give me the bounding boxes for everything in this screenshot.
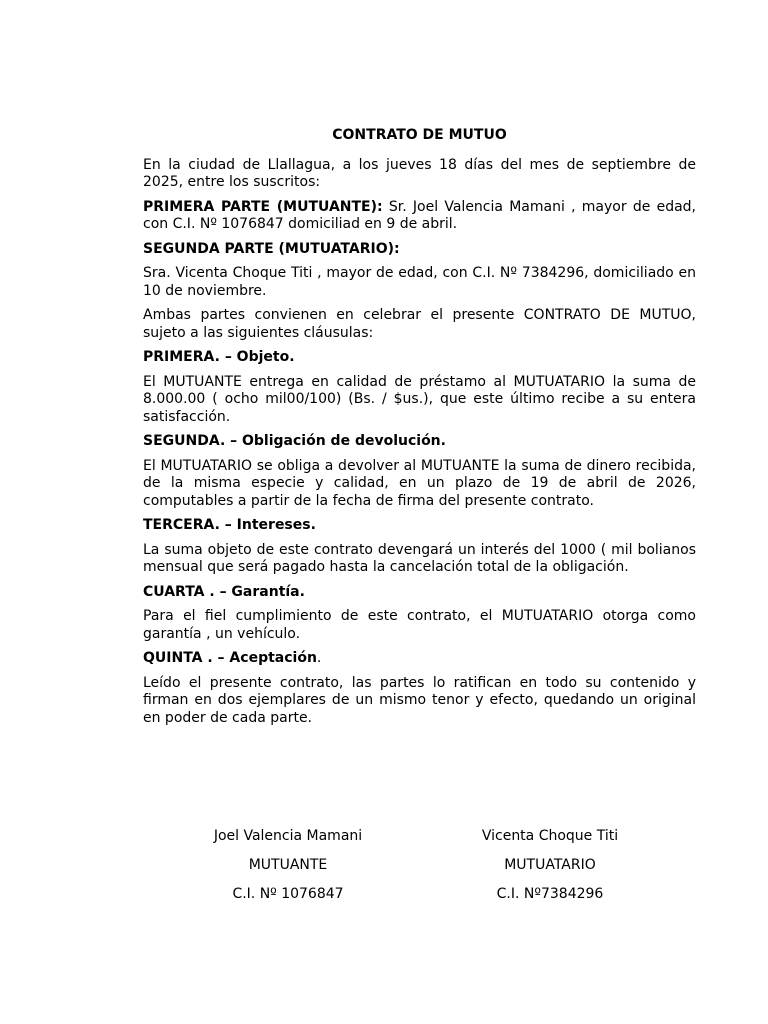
document-title: CONTRATO DE MUTUO (332, 127, 507, 143)
signature-role: MUTUANTE (248, 857, 328, 873)
clause-heading: CUARTA . – Garantía. (143, 583, 305, 600)
clause-heading-row (143, 650, 696, 668)
clause-text: La suma objeto de este contrato devengará un interés del 1000 ( mil bolianos mensual que será pagado hasta la cancelación total de la obligación. (143, 541, 696, 575)
first-party-text: Sr. Joel Valencia Mamani , mayor de edad, con C.I. Nº 1076847 domiciliad en 9 de abril. (143, 198, 697, 232)
clause-heading-suffix: . (316, 650, 322, 666)
clause-text: Leído el presente contrato, las partes lo ratifican en todo su contenido y firman en dos ejemplares de un mismo tenor y efecto, quedando un original en poder de cada parte. (143, 674, 696, 726)
signature-mutuante (158, 826, 418, 913)
clause-text: El MUTUATARIO se obliga a devolver al MUTUANTE la suma de dinero recibida, de la misma especie y calidad, en un plazo de 19 de abril de 2026, computables a partir de la fecha de firma del presente contrato. (143, 457, 696, 509)
signature-mutuatario (420, 826, 680, 913)
signature-ci: C.I. Nº 1076847 (232, 886, 344, 902)
signature-role: MUTUATARIO (504, 857, 596, 873)
clause-text: El MUTUANTE entrega en calidad de préstamo al MUTUATARIO la suma de 8.000.00 ( ocho mil00/100) (Bs. / $us.), que este último recibe a su entera satisfacción. (143, 373, 696, 425)
contract-document (143, 127, 696, 734)
first-party-label: PRIMERA PARTE (MUTUANTE): (143, 198, 383, 215)
signature-name: Joel Valencia Mamani (213, 828, 363, 844)
clause-heading: TERCERA. – Intereses. (143, 517, 316, 533)
second-party-label: SEGUNDA PARTE (MUTUATARIO): (143, 240, 400, 257)
agreement-paragraph: Ambas partes convienen en celebrar el presente CONTRATO DE MUTUO, sujeto a las siguientes cláusulas: (143, 307, 696, 341)
signature-name: Vicenta Choque Titi (481, 828, 619, 844)
signature-ci: C.I. Nº7384296 (496, 886, 604, 902)
clause-heading: QUINTA . – Aceptación (143, 650, 317, 666)
clause-heading: PRIMERA. – Objeto. (143, 349, 295, 365)
first-party-paragraph (143, 199, 696, 234)
clause-text: Para el fiel cumplimiento de este contrato, el MUTUATARIO otorga como garantía , un vehículo. (143, 608, 696, 642)
intro-paragraph: En la ciudad de Llallagua, a los jueves 18 días del mes de septiembre de 2025, entre los suscritos: (143, 156, 696, 190)
second-party-text: Sra. Vicenta Choque Titi , mayor de edad, con C.I. Nº 7384296, domiciliado en 10 de noviembre. (143, 265, 696, 299)
clause-heading: SEGUNDA. – Obligación de devolución. (143, 433, 446, 449)
